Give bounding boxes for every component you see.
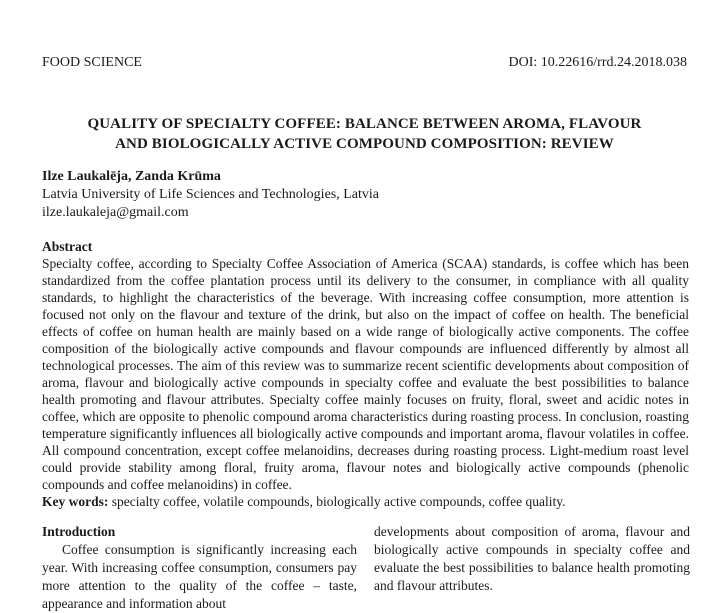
keywords-line xyxy=(42,493,689,510)
abstract-heading: Abstract xyxy=(42,239,93,254)
author-affiliation: Latvia University of Life Sciences and Technologies, Latvia xyxy=(42,187,379,202)
introduction-left-text: Coffee consumption is significantly increasing each year. With increasing coffee consumption, consumers pay more attention to the quality of the coffee – taste, appearance and information about xyxy=(42,542,357,611)
author-email[interactable]: ilze.laukaleja@gmail.com xyxy=(42,205,189,220)
title-line-2: AND BIOLOGICALLY ACTIVE COMPOUND COMPOSITION: REVIEW xyxy=(115,136,614,152)
paper-title xyxy=(42,114,687,154)
title-line-1: QUALITY OF SPECIALTY COFFEE: BALANCE BETWEEN AROMA, FLAVOUR xyxy=(87,116,642,132)
section-label: FOOD SCIENCE xyxy=(42,55,142,70)
introduction-right-text: developments about composition of aroma, flavour and biologically active compounds in specialty coffee and evaluate the best possibilities to balance health promoting and flavour attributes. xyxy=(374,524,690,593)
keywords-text: specialty coffee, volatile compounds, biologically active compounds, coffee quality. xyxy=(111,494,566,509)
author-block xyxy=(42,168,687,222)
abstract-body: Specialty coffee, according to Specialty Coffee Association of America (SCAA) standards, is coffee which has been standardized from the coffee plantation process until its delivery to the consumer, in compliance with all quality standards, to highlight the characteristics of the beverage. With increasing coffee consumption, more attention is focused not only on the flavour and texture of the drink, but also on the impact of coffee on health. The beneficial effects of coffee on human health are mainly based on a wide range of biologically active components. The coffee composition of the biologically active compounds and flavour compounds are influenced differently by almost all technological processes. The aim of this review was to summarize recent scientific developments about composition of aroma, flavour and biologically active compounds in specialty coffee and evaluate the best possibilities to balance health promoting and flavour attributes. Specialty coffee mainly focuses on fruity, floral, sweet and acidic notes in coffee, which are opposite to phenolic compound aroma characteristics during roasting process. In conclusion, roasting temperature significantly influences all biologically active compounds and important aroma, flavour volatiles in coffee. All compound concentration, except coffee melanoidins, decreases during roasting process. Light-medium roast level could provide stability among floral, fruity aroma, flavour notes and biologically active compounds (phenolic compounds and coffee melanoidins) in coffee. xyxy=(42,256,689,492)
keywords-label: Key words: xyxy=(42,494,109,509)
abstract-section xyxy=(42,238,689,510)
author-names: Ilze Laukalēja, Zanda Krūma xyxy=(42,169,221,184)
introduction-left-column xyxy=(42,523,357,613)
page-header xyxy=(42,54,687,72)
introduction-heading: Introduction xyxy=(42,524,116,539)
doi-label[interactable]: DOI: 10.22616/rrd.24.2018.038 xyxy=(508,55,687,70)
introduction-right-column xyxy=(374,523,690,595)
